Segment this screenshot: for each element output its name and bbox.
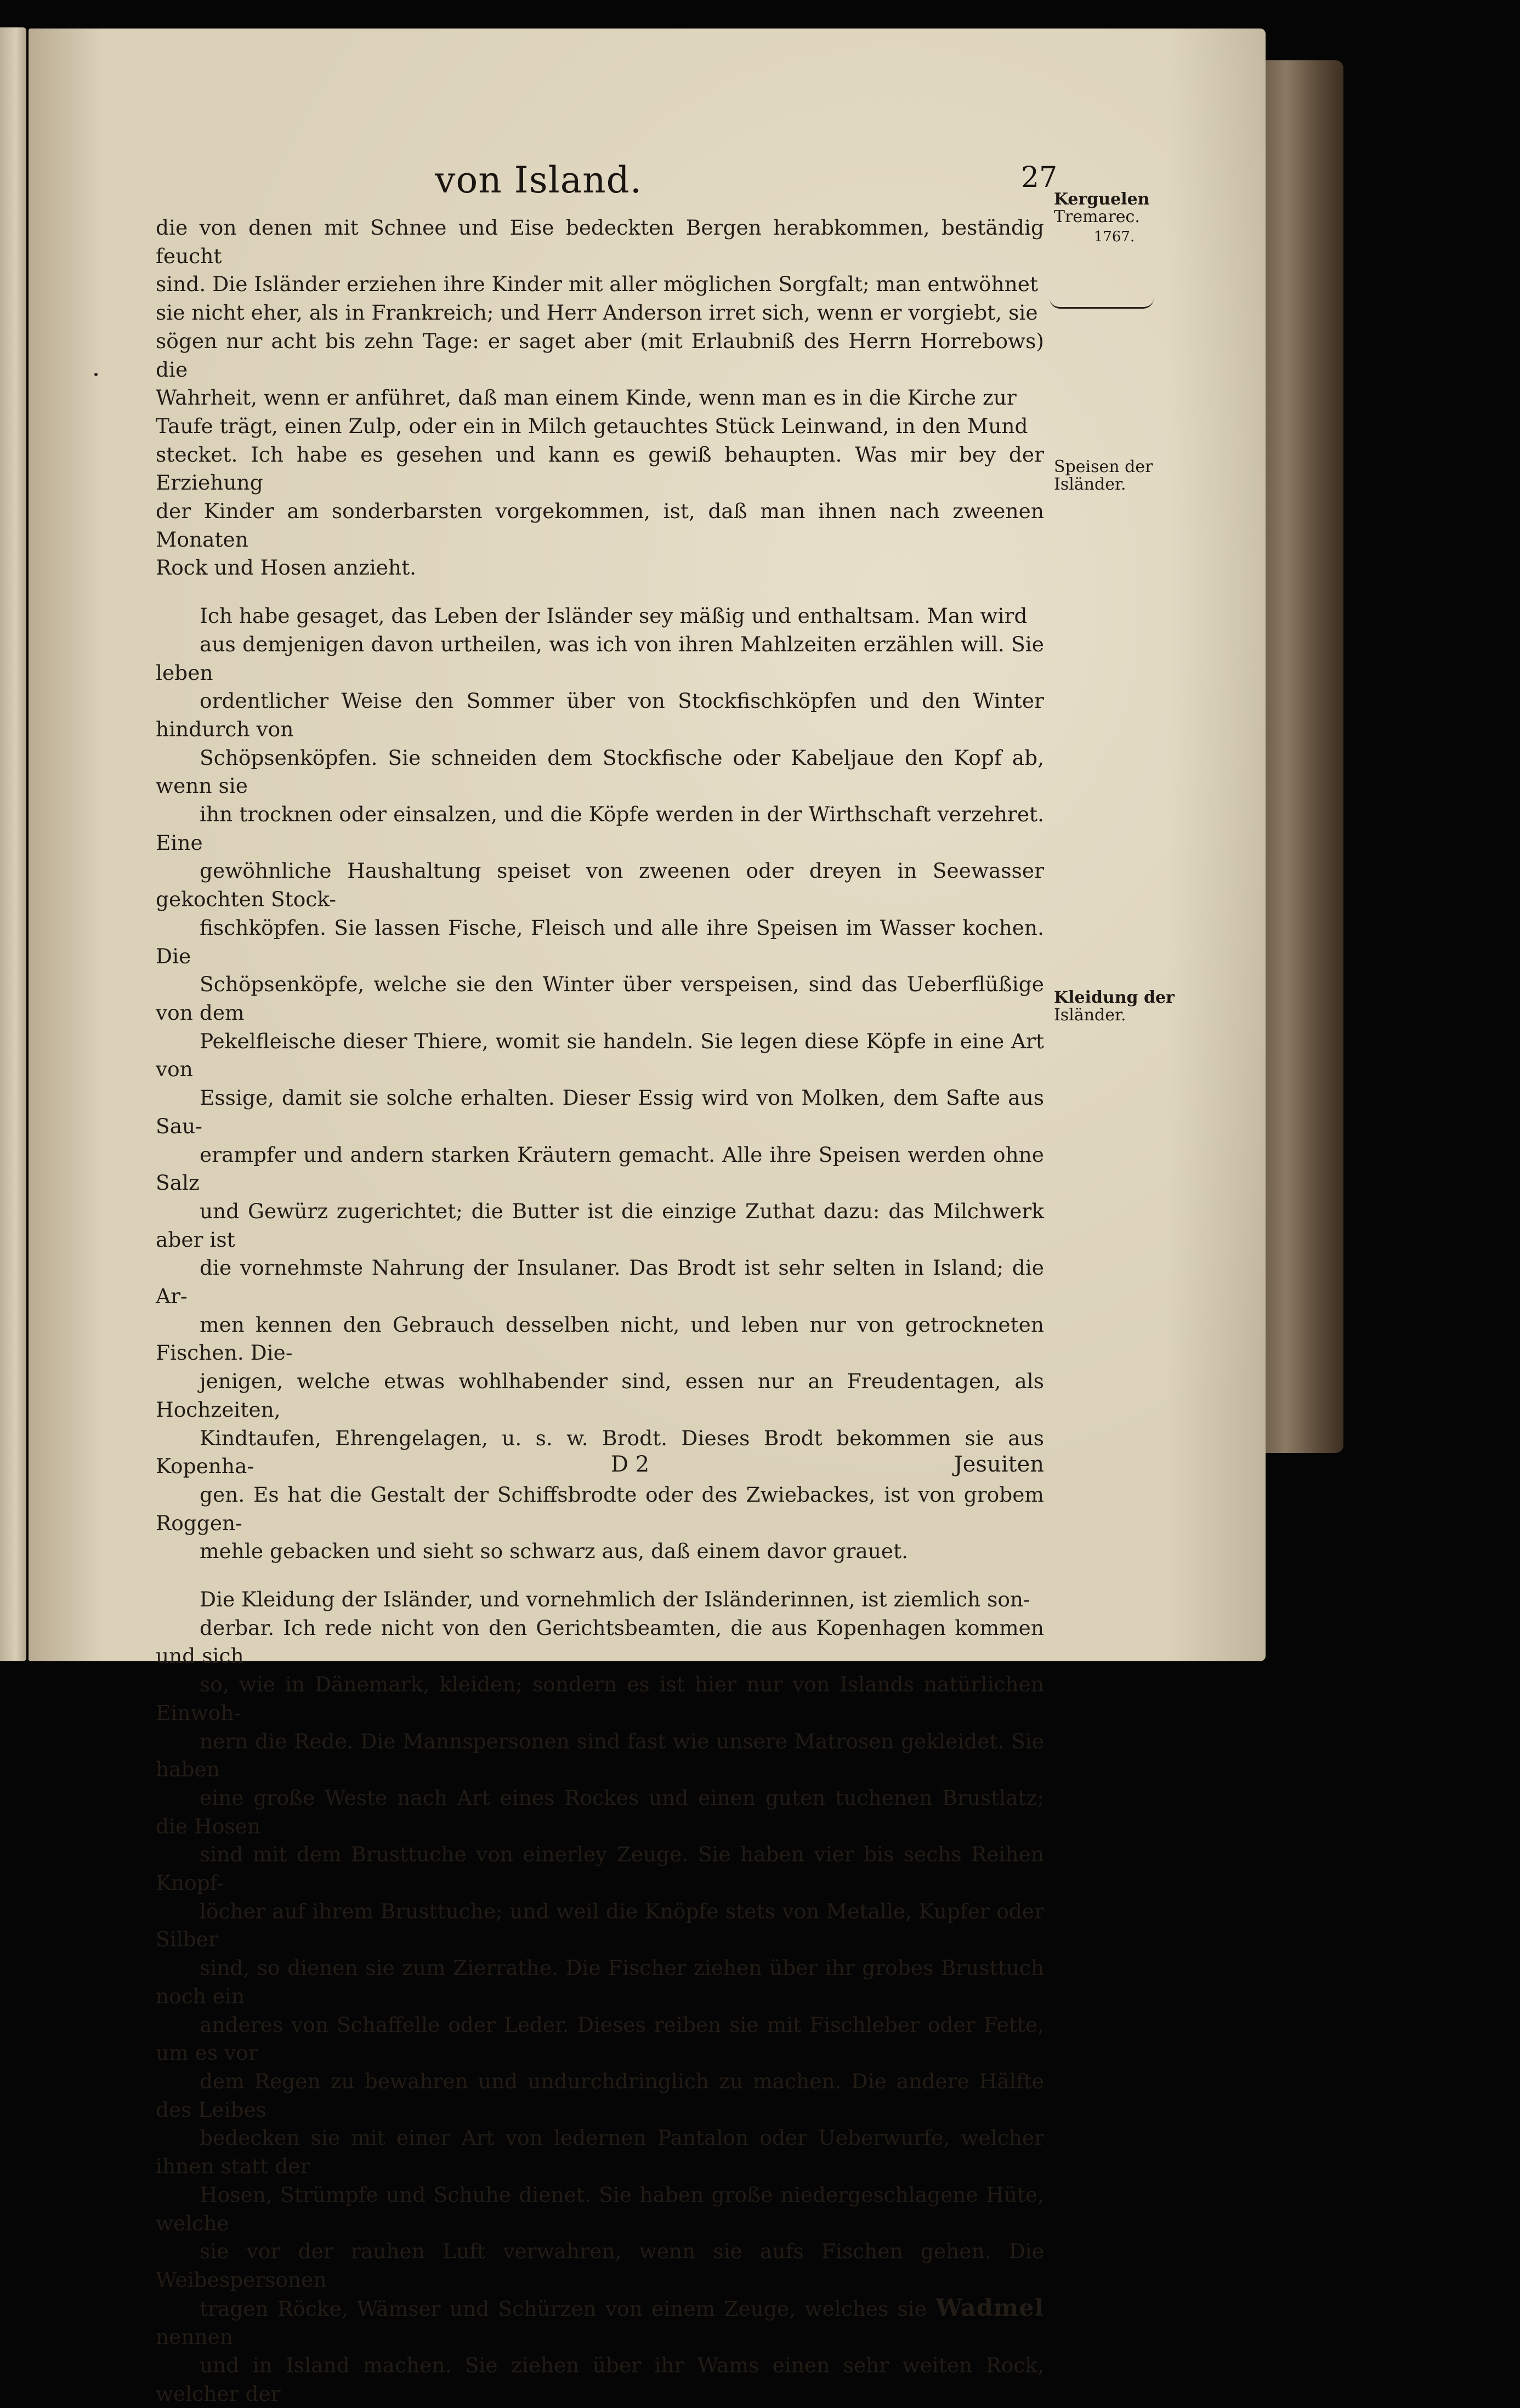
- margin-note-line: Speisen der: [1054, 457, 1153, 476]
- text-line: anderes von Schaffelle oder Leder. Dieses reiben sie mit Fischleber oder Fette, um es vor: [156, 2012, 1044, 2065]
- margin-note-kleidung: [1054, 989, 1175, 1024]
- text-line: aus demjenigen davon urtheilen, was ich von ihren Mahlzeiten erzählen will. Sie leben: [156, 632, 1044, 685]
- book-page: [29, 29, 1266, 2406]
- text-line-end: nennen: [156, 2325, 233, 2349]
- book-fore-edge: [1261, 60, 1343, 1453]
- text-line: sind. Die Isländer erziehen ihre Kinder mit aller möglichen Sorgfalt; man entwöhnet: [156, 272, 1039, 297]
- text-line: sind, so dienen sie zum Zierrathe. Die Fischer ziehen über ihr grobes Brusttuch noch ein: [156, 1956, 1044, 2008]
- text-line: jenigen, welche etwas wohlhabender sind, essen nur an Freudentagen, als Hochzeiten,: [156, 1369, 1044, 1422]
- text-line: bedecken sie mit einer Art von ledernen Pantalon oder Ueberwurfe, welcher ihnen statt der: [156, 2126, 1044, 2179]
- text-line: stecket. Ich habe es gesehen und kann es gewiß behaupten. Was mir bey der Erziehung: [156, 442, 1044, 495]
- text-line: Rock und Hosen anzieht.: [156, 555, 417, 580]
- text-line: Hosen, Strümpfe und Schuhe dienet. Sie haben große niedergeschlagene Hüte, welche: [156, 2182, 1044, 2235]
- text-line: Kindtaufen, Ehrengelagen, u. s. w. Brodt. Dieses Brodt bekommen sie aus Kopenha-: [156, 1426, 1044, 1479]
- margin-note-year: 1767.: [1093, 229, 1135, 245]
- margin-note-line: Tremarec.: [1054, 207, 1140, 226]
- margin-note-line: Isländer.: [1054, 475, 1126, 494]
- text-line: Essige, damit sie solche erhalten. Dieser Essig wird von Molken, dem Safte aus Sau-: [156, 1086, 1044, 1138]
- text-line: die von denen mit Schnee und Eise bedeckten Bergen herabkommen, beständig feucht: [156, 215, 1044, 268]
- page-footer: [156, 1452, 1044, 1485]
- facing-page-edge: [0, 27, 26, 1661]
- catchword: Jesuiten: [954, 1452, 1044, 1477]
- signature-mark: D 2: [611, 1452, 650, 1477]
- margin-note-kerguelen: [1054, 191, 1175, 246]
- text-line: eine große Weste nach Art eines Rockes und einen guten tuchenen Brustlatz; die Hosen: [156, 1785, 1044, 1838]
- text-line: nern die Rede. Die Mannspersonen sind fast wie unsere Matrosen gekleidet. Sie haben: [156, 1729, 1044, 1782]
- body-text: [156, 214, 1044, 2408]
- text-line: der Kinder am sonderbarsten vorgekommen, ist, daß man ihnen nach zweenen Monaten: [156, 499, 1044, 552]
- text-line: sie vor der rauhen Luft verwahren, wenn sie aufs Fischen gehen. Die Weibespersonen: [156, 2239, 1044, 2292]
- text-line: fischköpfen. Sie lassen Fische, Fleisch und alle ihre Speisen im Wasser kochen. Die: [156, 915, 1044, 968]
- margin-brace: [1050, 298, 1154, 309]
- text-line: Pekelfleische dieser Thiere, womit sie handeln. Sie legen diese Köpfe in eine Art von: [156, 1029, 1044, 1082]
- text-line: Schöpsenköpfen. Sie schneiden dem Stockfische oder Kabeljaue den Kopf ab, wenn sie: [156, 745, 1044, 798]
- paragraph-1: [156, 214, 1044, 582]
- text-line: und Gewürz zugerichtet; die Butter ist die einzige Zuthat dazu: das Milchwerk aber ist: [156, 1199, 1044, 1252]
- text-line: Die Kleidung der Isländer, und vornehmlich der Isländerinnen, ist ziemlich son-: [200, 1587, 1030, 1612]
- paragraph-3: [156, 1586, 1044, 2408]
- text-line: dem Regen zu bewahren und undurchdringlich zu machen. Die andere Hälfte des Leibes: [156, 2069, 1044, 2122]
- text-line: ordentlicher Weise den Sommer über von Stockfischköpfen und den Winter hindurch von: [156, 689, 1044, 741]
- text-line: löcher auf ihrem Brusttuche; und weil die Knöpfe stets von Metalle, Kupfer oder Silber: [156, 1899, 1044, 1952]
- paragraph-2: [156, 602, 1044, 1566]
- text-line: [156, 2295, 1044, 2352]
- text-line: ihn trocknen oder einsalzen, und die Köpfe werden in der Wirthschaft verzehret. Eine: [156, 802, 1044, 855]
- text-line: die vornehmste Nahrung der Insulaner. Das Brodt ist sehr selten in Island; die Ar-: [156, 1256, 1044, 1309]
- margin-note-line: Kerguelen: [1054, 190, 1150, 209]
- margin-note-line: Kleidung der: [1054, 988, 1175, 1007]
- text-line: men kennen den Gebrauch desselben nicht, und leben nur von getrockneten Fischen. Die-: [156, 1312, 1044, 1365]
- text-line: Taufe trägt, einen Zulp, oder ein in Milch getauchtes Stück Leinwand, in den Mund: [156, 413, 1028, 438]
- text-line: so, wie in Dänemark, kleiden; sondern es ist hier nur von Islands natürlichen Einwoh-: [156, 1672, 1044, 1725]
- text-line: derbar. Ich rede nicht von den Gerichtsbeamten, die aus Kopenhagen kommen und sich: [156, 1615, 1044, 1668]
- running-head: von Island.: [435, 159, 642, 201]
- text-line: gewöhnliche Haushaltung speiset von zweenen oder dreyen in Seewasser gekochten Stock-: [156, 859, 1044, 912]
- ink-speck: [94, 373, 98, 376]
- text-line: sie nicht eher, als in Frankreich; und Herr Anderson irret sich, wenn er vorgiebt, sie: [156, 300, 1038, 325]
- margin-note-speisen: [1054, 458, 1175, 493]
- text-line: Wahrheit, wenn er anführet, daß man einem Kinde, wenn man es in die Kirche zur: [156, 385, 1017, 410]
- text-line: und in Island machen. Sie ziehen über ihr Wams einen sehr weiten Rock, welcher der: [156, 2353, 1044, 2406]
- text-line: sögen nur acht bis zehn Tage: er saget aber (mit Erlaubniß des Herrn Horrebows) die: [156, 328, 1044, 382]
- text-line-start: tragen Röcke, Wämser und Schürzen von einem Zeuge, welches sie: [200, 2296, 927, 2321]
- text-line: Schöpsenköpfe, welche sie den Winter über verspeisen, sind das Ueberflüßige von dem: [156, 972, 1044, 1025]
- text-line: mehle gebacken und sieht so schwarz aus, daß einem davor grauet.: [200, 1539, 909, 1564]
- text-line: sind mit dem Brusttuche von einerley Zeuge. Sie haben vier bis sechs Reihen Knopf-: [156, 1842, 1044, 1895]
- margin-note-line: Isländer.: [1054, 1006, 1126, 1025]
- page-number: 27: [1021, 161, 1058, 194]
- text-line: Ich habe gesaget, das Leben der Isländer sey mäßig und enthaltsam. Man wird: [200, 604, 1028, 628]
- text-line: gen. Es hat die Gestalt der Schiffsbrodte oder des Zwiebackes, ist von grobem Roggen-: [156, 1482, 1044, 1535]
- text-line: erampfer und andern starken Kräutern gemacht. Alle ihre Speisen werden ohne Salz: [156, 1142, 1044, 1195]
- emphasized-word: Wadmel: [935, 2294, 1044, 2322]
